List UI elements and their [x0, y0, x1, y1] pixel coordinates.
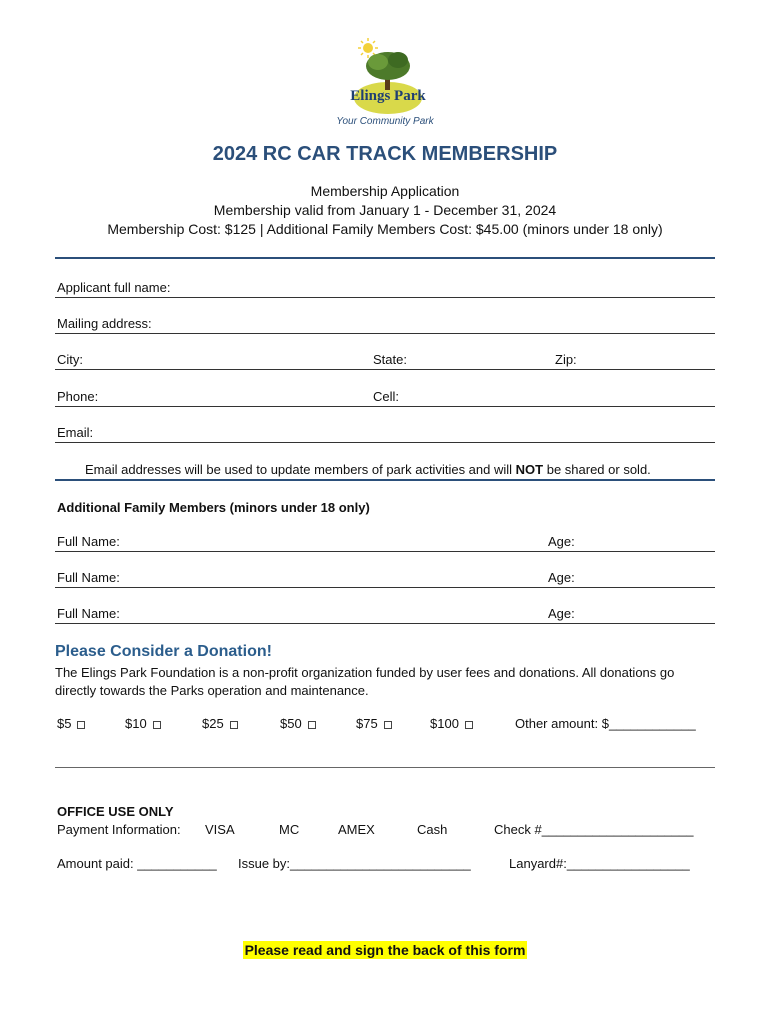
donation-amount: $50 — [280, 716, 302, 731]
section-divider — [55, 257, 715, 259]
donation-option-25[interactable] — [202, 716, 238, 731]
family-member-field[interactable] — [55, 587, 715, 588]
state-label: State: — [373, 352, 407, 367]
checkbox-icon[interactable] — [153, 721, 161, 729]
family-name-label: Full Name: — [57, 606, 120, 621]
checkbox-icon[interactable] — [230, 721, 238, 729]
email-note-post: be shared or sold. — [543, 462, 651, 477]
section-divider — [55, 479, 715, 481]
donation-heading: Please Consider a Donation! — [55, 643, 272, 660]
office-use-heading: OFFICE USE ONLY — [57, 804, 174, 819]
donation-amount: $25 — [202, 716, 224, 731]
family-name-label: Full Name: — [57, 534, 120, 549]
checkbox-icon[interactable] — [308, 721, 316, 729]
cell-label: Cell: — [373, 389, 400, 404]
donation-amount: $10 — [125, 716, 147, 731]
amount-paid-field[interactable]: Amount paid: ___________ — [57, 856, 217, 871]
section-divider — [55, 767, 715, 768]
email-note-pre: Email addresses will be used to update members of park activities and will — [85, 462, 516, 477]
elings-park-logo — [340, 38, 436, 118]
tagline: Your Community Park — [336, 116, 434, 127]
donation-option-100[interactable] — [430, 716, 473, 731]
applicant-name-field[interactable] — [55, 297, 715, 298]
donation-option-75[interactable] — [356, 716, 392, 731]
donation-other-amount[interactable]: Other amount: $____________ — [515, 716, 696, 731]
applicant-name-label: Applicant full name: — [57, 280, 171, 295]
payment-method-cash: Cash — [417, 822, 448, 837]
issue-by-field[interactable]: Issue by:_________________________ — [238, 856, 471, 871]
donation-option-10[interactable] — [125, 716, 161, 731]
family-age-label: Age: — [548, 570, 575, 585]
logo-text: Elings Park — [350, 88, 426, 104]
email-field[interactable] — [55, 442, 715, 443]
sign-back-note — [0, 942, 770, 960]
city-state-zip-field[interactable] — [55, 369, 715, 370]
check-number-field[interactable]: Check #_____________________ — [494, 822, 694, 837]
lanyard-field[interactable]: Lanyard#:_________________ — [509, 856, 690, 871]
email-note — [85, 462, 651, 477]
donation-option-5[interactable] — [57, 716, 85, 731]
city-label: City: — [57, 352, 83, 367]
form-title: 2024 RC CAR TRACK MEMBERSHIP — [212, 143, 558, 165]
checkbox-icon[interactable] — [77, 721, 85, 729]
subtitle-application: Membership Application — [310, 183, 460, 199]
subtitle-validity: Membership valid from January 1 - December 31, 2024 — [213, 202, 557, 218]
mailing-address-label: Mailing address: — [57, 316, 152, 331]
payment-method-mc: MC — [279, 822, 300, 837]
family-age-label: Age: — [548, 606, 575, 621]
family-heading: Additional Family Members (minors under 18 only) — [57, 500, 370, 515]
checkbox-icon[interactable] — [465, 721, 473, 729]
donation-text: The Elings Park Foundation is a non-profit organization funded by user fees and donations. All donations go directly towards the Parks operation and maintenance. — [55, 665, 675, 698]
mailing-address-field[interactable] — [55, 333, 715, 334]
donation-amount: $100 — [430, 716, 459, 731]
family-member-field[interactable] — [55, 551, 715, 552]
sign-back-note-text: Please read and sign the back of this form — [244, 942, 526, 958]
email-note-bold: NOT — [515, 462, 544, 477]
email-label: Email: — [57, 425, 94, 440]
subtitle-cost: Membership Cost: $125 | Additional Family Members Cost: $45.00 (minors under 18 only) — [107, 221, 663, 237]
phone-cell-field[interactable] — [55, 406, 715, 407]
phone-label: Phone: — [57, 389, 99, 404]
payment-info-label: Payment Information: — [57, 822, 181, 837]
payment-method-visa: VISA — [205, 822, 235, 837]
zip-label: Zip: — [555, 352, 577, 367]
family-age-label: Age: — [548, 534, 575, 549]
donation-amount: $5 — [57, 716, 72, 731]
checkbox-icon[interactable] — [384, 721, 392, 729]
donation-option-50[interactable] — [280, 716, 316, 731]
donation-amount: $75 — [356, 716, 378, 731]
family-member-field[interactable] — [55, 623, 715, 624]
payment-method-amex: AMEX — [338, 822, 375, 837]
family-name-label: Full Name: — [57, 570, 120, 585]
